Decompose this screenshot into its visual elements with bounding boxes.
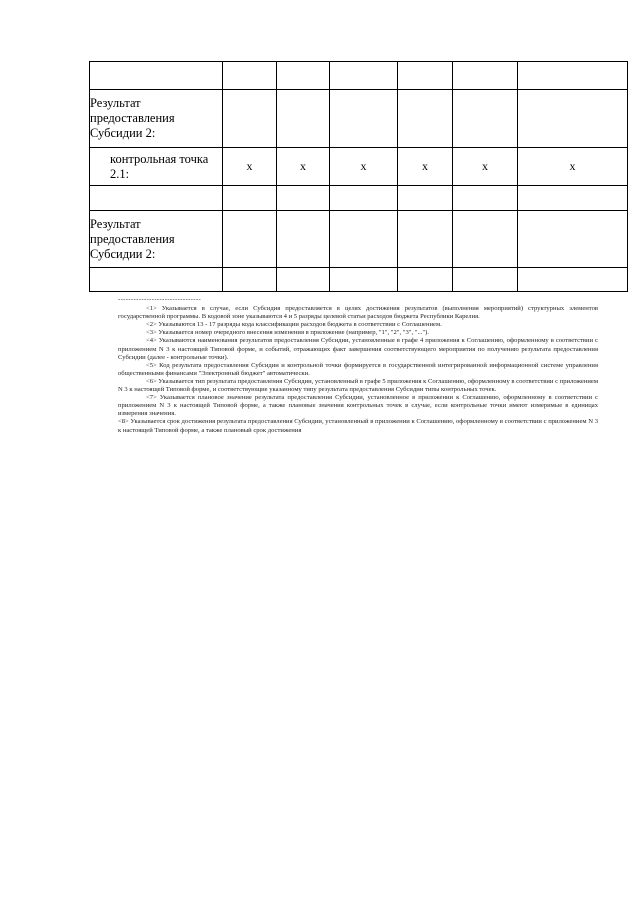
result-label: Результат предоставления Субсидии 2: [90,90,223,148]
table-row-result-2 [90,211,628,268]
table-cell [330,211,398,268]
table-cell [398,186,453,211]
table-cell [223,186,277,211]
table-cell [518,90,628,148]
table-cell [453,90,518,148]
results-table [89,61,628,292]
footnote-2: <2> Указываются 13 - 17 разряды кода классификации расходов бюджета в соответствии с Соглашением. [146,321,442,329]
table-cell [453,62,518,90]
table-cell [223,211,277,268]
table-row-empty-middle [90,186,628,211]
table-row-empty-bottom [90,268,628,292]
result-label: Результат предоставления Субсидии 2: [90,211,223,268]
table-cell [330,62,398,90]
table-cell [398,90,453,148]
footnotes [118,296,598,435]
table-cell [223,90,277,148]
table-cell [90,268,223,292]
footnote-separator: -------------------------------- [118,296,202,303]
footnote-4: <4> Указываются наименования результатов предоставления Субсидии, установленные в графе 4 приложения к Соглашению, оформленному в соответствии с приложением N 3 к настоящей Типовой форме, и событий, отражающих факт завершения соответствующего мероприятия по получению результата предоставления Субсидии (далее - контрольные точки). [118,337,598,361]
footnote-6: <6> Указывается тип результата предоставления Субсидии, установленный в графе 5 приложения к Соглашению, оформленному в соответствии с приложением N 3 к настоящей Типовой форме, и соответствующие указанному типу результата предоставления Субсидии типы контрольных точек. [118,377,598,394]
cell-mark: x [223,148,277,186]
table-row-result-1 [90,90,628,148]
table-cell [277,211,330,268]
table-cell [518,62,628,90]
table-cell [398,268,453,292]
table-cell [453,186,518,211]
table-cell [518,211,628,268]
checkpoint-label: контрольная точка 2.1: [90,148,223,186]
cell-mark: x [277,148,330,186]
footnote-5: <5> Код результата предоставления Субсидии и контрольной точки формируется в государственной интегрированной информационной системе управления общественными финансами "Электронный бюджет" автоматически. [118,361,598,377]
footnote-3: <3> Указывается номер очередного внесения изменения в приложение (например, "1", "2", "3", "..."). [146,329,429,337]
table-cell [277,62,330,90]
table-cell [277,90,330,148]
footnote-1: <1> Указывается в случае, если Субсидия предоставляется в целях достижения результатов (выполнения мероприятий) структурных элементов государственной программы. В кодовой зоне указываются 4 и 5 разряды целевой статьи расходов бюджета Республики Карелия. [118,305,598,321]
cell-mark: x [453,148,518,186]
table-cell [277,268,330,292]
footnote-8: <8> Указывается срок достижения результата предоставления Субсидии, установленный в приложении к Соглашению, оформленному в соответствии с приложением N 3 к настоящей Типовой форме, а также плановый срок достижения [118,418,598,434]
table-cell [223,268,277,292]
table-row-checkpoint [90,148,628,186]
table-cell [330,268,398,292]
table-cell [90,62,223,90]
cell-mark: x [518,148,628,186]
table-cell [453,268,518,292]
table-cell [277,186,330,211]
table-cell [398,62,453,90]
table-cell [330,186,398,211]
table-cell [223,62,277,90]
table-cell [330,90,398,148]
cell-mark: x [398,148,453,186]
table-cell [90,186,223,211]
table-cell [518,186,628,211]
table-cell [518,268,628,292]
footnote-7: <7> Указывается плановое значение результата предоставления Субсидии, установленное в приложении к Соглашению, оформленному в соответствии с приложением N 3 к настоящей Типовой форме, а также плановые значения контрольных точек в случае, если контрольные точки имеют измеримые в единицах измерения значения. [118,394,598,418]
table-cell [398,211,453,268]
table-row-empty-top [90,62,628,90]
table-cell [453,211,518,268]
cell-mark: x [330,148,398,186]
